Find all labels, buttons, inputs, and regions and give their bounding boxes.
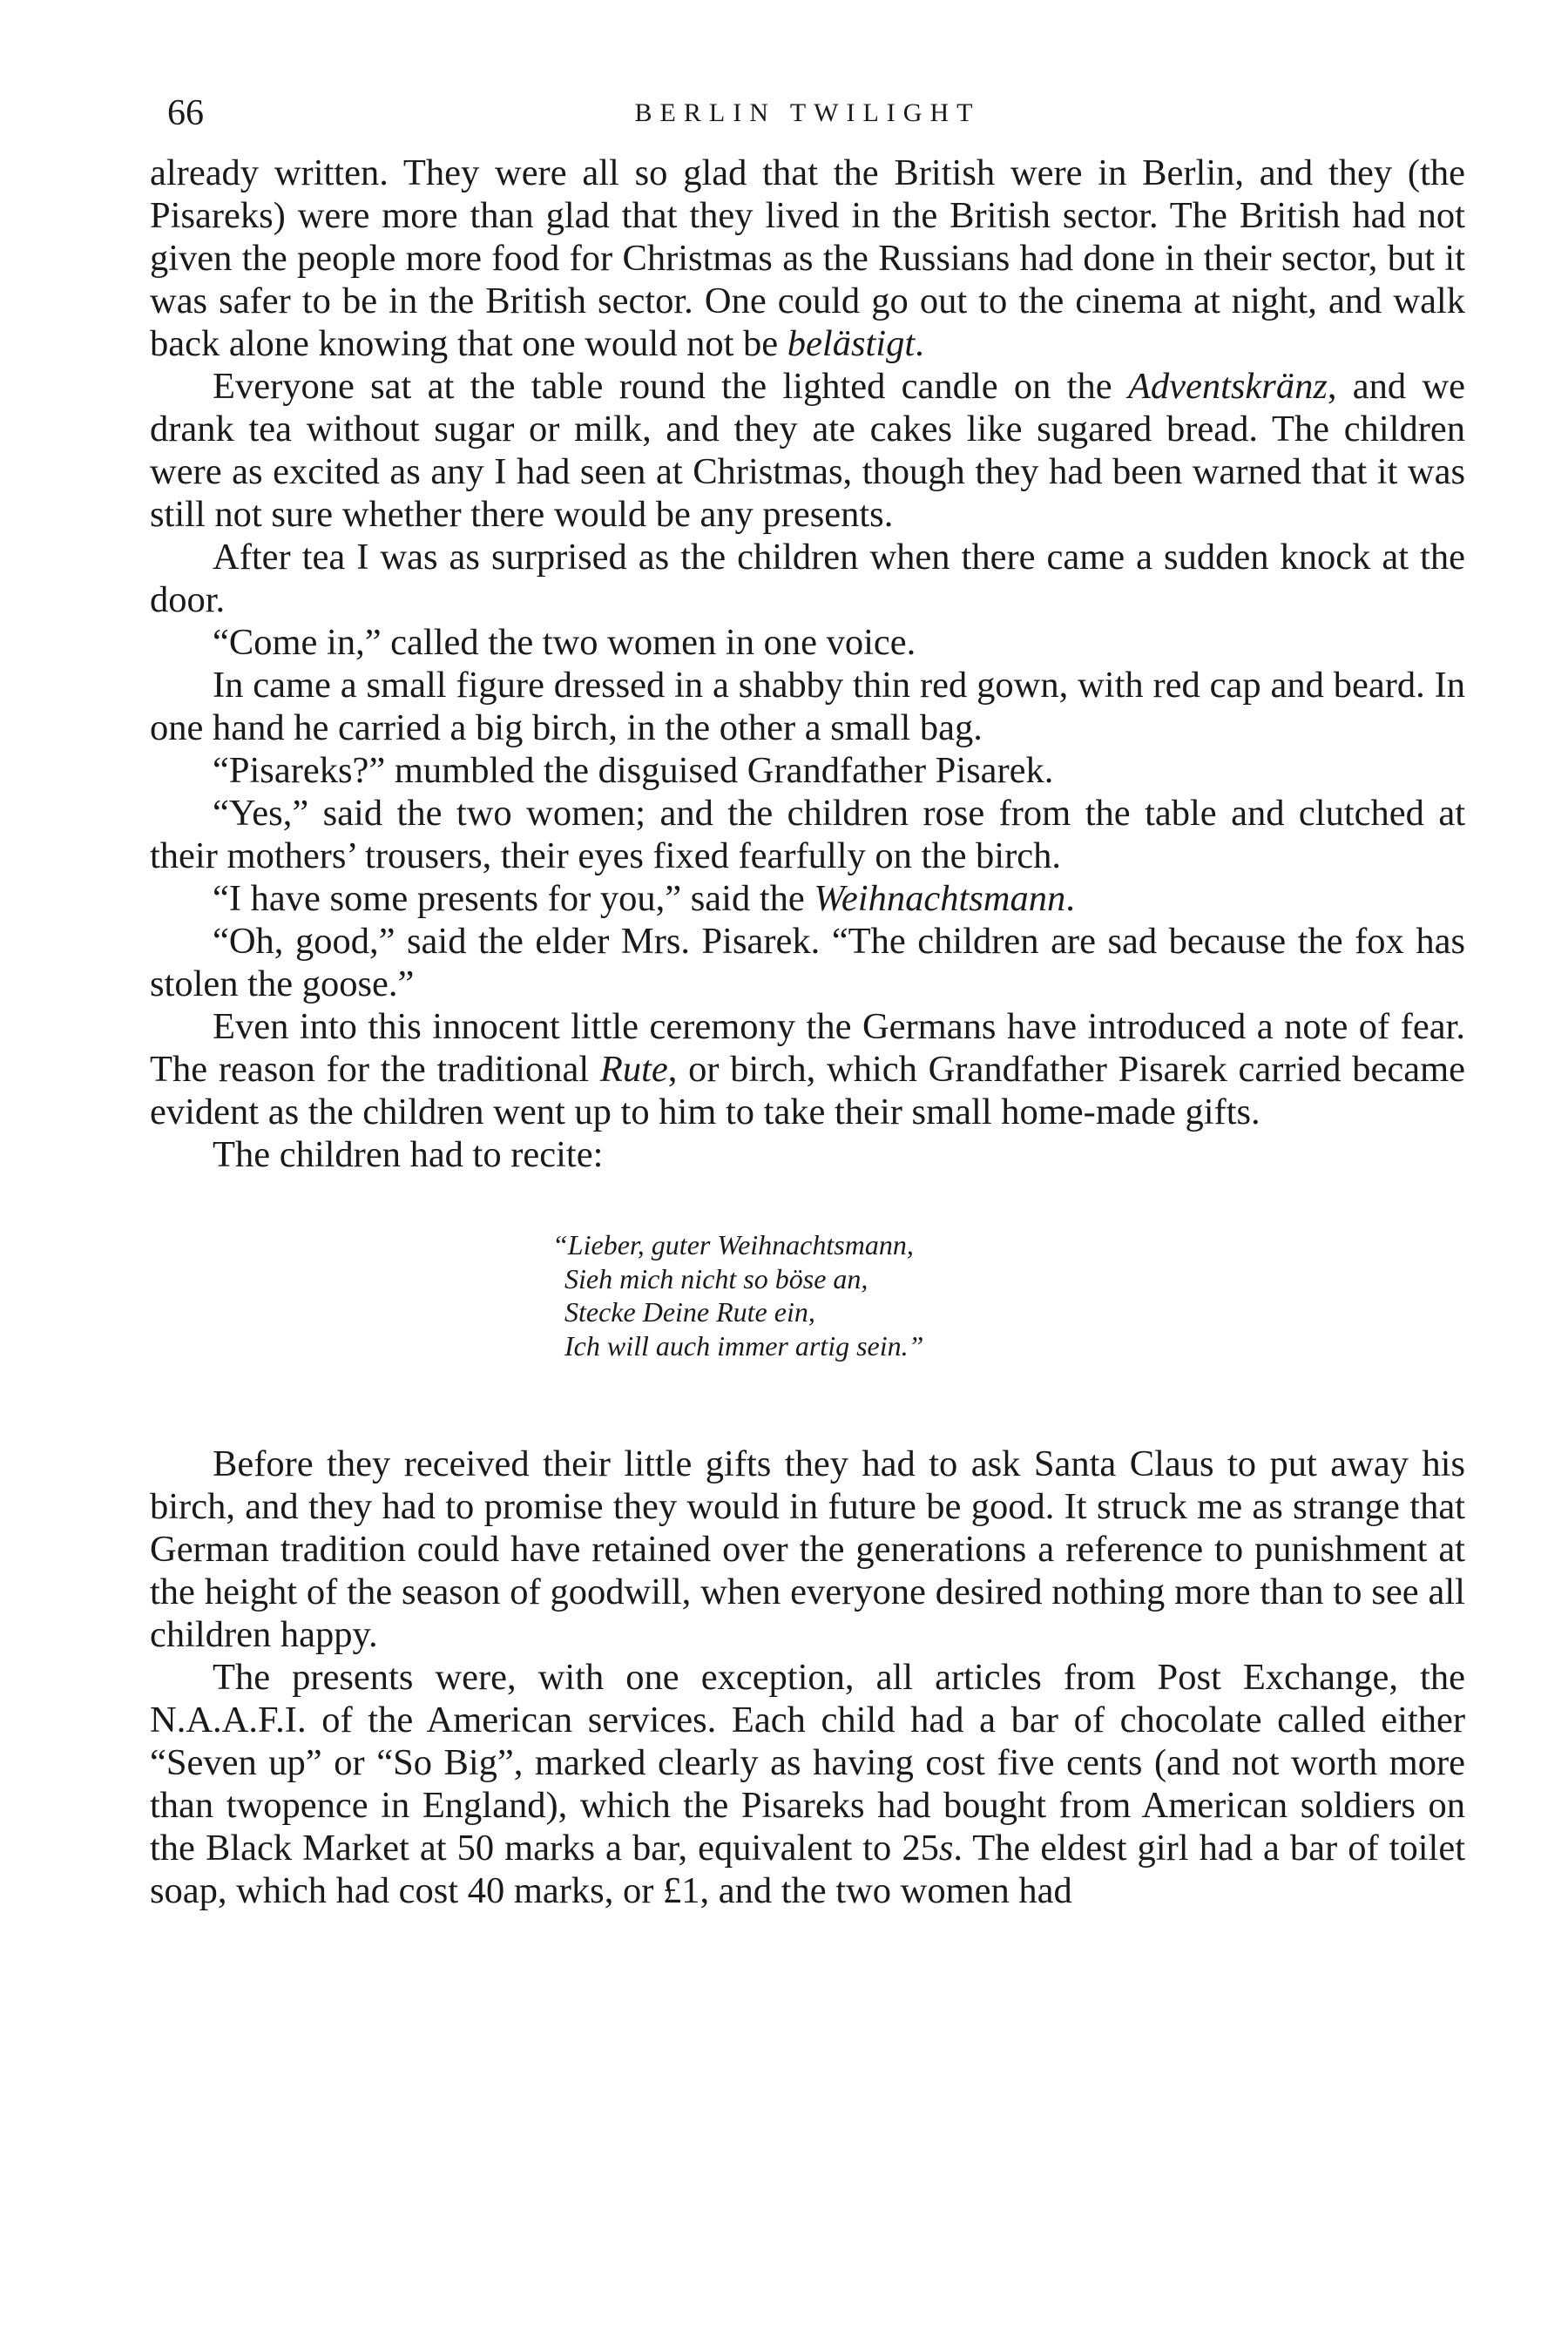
text-run: Before they received their little gifts they had to ask Santa Claus to put away his birch, and they had to promise they would in future be good. It struck me as strange that German tradition could have retained over the generations a reference to punishment at the height of the season of goodwill, when everyone desired nothing more than to see all children happy. <box>150 1443 1465 1655</box>
text-run: The presents were, with one exception, all articles from Post Exchange, the N.A.A.F.I. of the American services. Each child had a bar of chocolate called either “Seven up” or “So Big”, marked clearly as having cost five cents (and not worth more than twopence in England), which the Pisareks had bought from American soldiers on the Black Market at 50 marks a bar, equivalent to 25 <box>150 1657 1465 1869</box>
text-run: , or birch, which Grandfather Pisarek carried became evident as the children went up to him to take their small home-made gifts. <box>150 1049 1465 1132</box>
text-run: “Yes,” said the two women; and the children rose from the table and clutched at their mothers’ trousers, their eyes fixed fearfully on the birch. <box>150 793 1465 876</box>
paragraph <box>150 152 1465 365</box>
text-run: Even into this innocent little ceremony the Germans have introduced a note of fear. The reason for the traditional <box>150 1006 1465 1090</box>
text-run: The children had to recite: <box>213 1134 604 1175</box>
body-text <box>150 152 1465 1912</box>
text-run: , and we drank tea without sugar or milk, and they ate cakes like sugared bread. The children were as excited as any I had seen at Christmas, though they had been warned that it was still not sure whether there would be any presents. <box>150 366 1466 535</box>
poem-verse <box>552 1228 1465 1362</box>
text-run: “Pisareks?” mumbled the disguised Grandfather Pisarek. <box>213 750 1054 791</box>
italic-text: Weihnachtsmann <box>814 878 1066 919</box>
paragraph <box>150 877 1465 920</box>
page-header <box>150 87 1465 139</box>
text-run: In came a small figure dressed in a shabby thin red gown, with red cap and beard. In one hand he carried a big birch, in the other a small bag. <box>150 665 1465 748</box>
text-run: . The eldest girl had a bar of toilet soap, which had cost 40 marks, or £1, and the two women had <box>150 1828 1465 1911</box>
poem-line: Stecke Deine Rute ein, <box>564 1296 815 1328</box>
paragraph <box>150 1005 1465 1133</box>
paragraph <box>150 365 1465 536</box>
text-run: “I have some presents for you,” said the <box>213 878 814 919</box>
italic-text: belästigt <box>787 323 916 364</box>
text-run: Everyone sat at the table round the lighted candle on the <box>213 366 1128 407</box>
italic-text: Rute <box>599 1049 668 1090</box>
paragraph <box>150 749 1465 792</box>
text-run: “Oh, good,” said the elder Mrs. Pisarek. “The children are sad because the fox has stolen the goose.” <box>150 921 1465 1004</box>
page-number: 66 <box>167 93 204 133</box>
text-run: already written. They were all so glad that the British were in Berlin, and they (the Pisareks) were more than glad that they lived in the British sector. The British had not given the people more food for Christmas as the Russians had done in their sector, but it was safer to be in the British sector. One could go out to the cinema at night, and walk back alone knowing that one would not be <box>150 152 1465 364</box>
paragraph <box>150 792 1465 877</box>
text-run: . <box>1065 878 1075 919</box>
paragraph <box>150 1443 1465 1656</box>
text-run: . <box>915 323 924 364</box>
italic-text: s <box>938 1828 954 1869</box>
paragraph <box>150 664 1465 749</box>
paragraph <box>150 1656 1465 1912</box>
book-page <box>150 87 1465 1912</box>
paragraphs-after-poem <box>150 1443 1465 1912</box>
paragraph <box>150 920 1465 1005</box>
poem-line: Sieh mich nicht so böse an, <box>564 1262 868 1294</box>
paragraphs-before-poem <box>150 152 1465 1176</box>
paragraph <box>150 536 1465 621</box>
text-run: “Come in,” called the two women in one voice. <box>213 622 916 663</box>
poem-line: “Lieber, guter Weihnachtsmann, <box>552 1229 914 1260</box>
paragraph <box>150 1133 1465 1176</box>
italic-text: Adventskränz <box>1127 366 1328 407</box>
text-run: After tea I was as surprised as the children when there came a sudden knock at the door. <box>150 537 1465 620</box>
poem-line: Ich will auch immer artig sein.” <box>564 1329 924 1362</box>
paragraph <box>150 621 1465 664</box>
running-title: BERLIN TWILIGHT <box>634 98 981 127</box>
